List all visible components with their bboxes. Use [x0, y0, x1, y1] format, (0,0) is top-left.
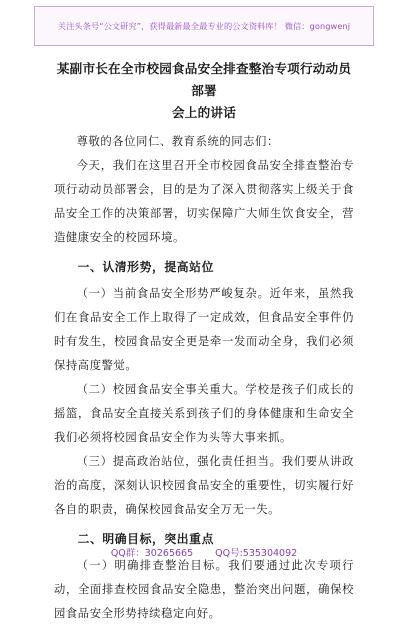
section-1-paragraph-1: （一）当前食品安全形势严峻复杂。近年来，虽然我们在食品安全工作上取得了一定成效，但食品安全事件仍时有发生，校园食品安全更是牵一发而动全身，我们必须保持高度警觉。: [54, 287, 354, 372]
promo-banner: [34, 6, 374, 46]
section-2-heading: 二、明确目标，突出重点: [77, 532, 214, 546]
contact-footer: [0, 545, 408, 563]
intro-paragraph: 今天，我们在这里召开全市校园食品安全排查整治专项行动动员部署会，目的是为了深入贯彻落实上级关于食品安全工作的决策部署，切实保障广大师生饮食安全，营造健康安全的校园环境。: [54, 159, 354, 244]
promo-banner-text: 关注头条号“公文研究”，获得最新最全最专业的公文资料库！ 微信：gongwenj: [57, 21, 351, 31]
qq-group-number: QQ群：30265665: [110, 548, 194, 559]
section-2-paragraph-1: （一）明确排查整治目标。我们要通过此次专项行动，全面排查校园食品安全隐患，整治突出问题，确保校园食品安全形势持续稳定向好。: [54, 559, 354, 620]
document-title-line-2: 会上的讲话: [172, 105, 236, 120]
document-title-line-1: 某副市长在全市校园食品安全排查整治专项行动动员部署: [56, 61, 352, 98]
section-1-paragraph-2: （二）校园食品安全事关重大。学校是孩子们成长的摇篮，食品安全直接关系到孩子们的身体健康和生命安全我们必须将校园食品安全作为头等大事来抓。: [54, 383, 354, 444]
section-1-paragraph-3: （三）提高政治站位，强化责任担当。我们要从讲政治的高度，深刻认识校园食品安全的重要性，切实履行好各自的职责，确保校园食品安全万无一失。: [54, 455, 354, 516]
greeting: 尊敬的各位同仁、教育系统的同志们：: [76, 135, 279, 148]
document-body: [54, 58, 354, 626]
section-1-heading: 一、认清形势，提高站位: [77, 260, 214, 274]
qq-account-number: QQ号:535304092: [215, 548, 298, 559]
